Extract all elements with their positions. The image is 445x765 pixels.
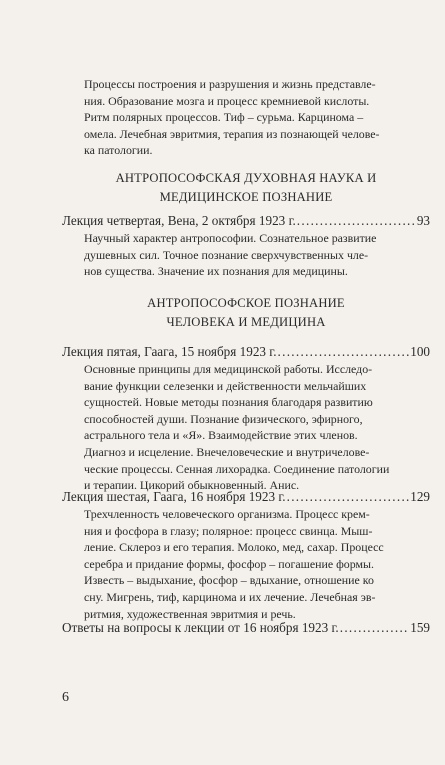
lecture-description	[62, 506, 430, 622]
desc-line: нов существа. Значение их познания для медицины.	[84, 264, 348, 279]
desc-line: способностей души. Познание физического, эфирного,	[84, 411, 363, 426]
desc-line: ка патологии.	[84, 143, 153, 158]
toc-page-number: 100	[410, 344, 430, 359]
toc-page-number: 159	[410, 620, 430, 635]
toc-entry-line	[62, 619, 430, 637]
desc-line: сущностей. Новые методы познания благодаря развитию	[84, 395, 373, 410]
desc-line: Научный характер антропософии. Сознательное развитие	[84, 231, 377, 245]
toc-entry-line	[62, 488, 430, 506]
desc-line: ление. Склероз и его терапия. Молоко, мед, сахар. Процесс	[84, 540, 384, 555]
toc-entry-lecture-6	[62, 488, 430, 622]
intro-description	[62, 76, 445, 159]
section-heading-line: АНТРОПОСОФСКАЯ ДУХОВНАЯ НАУКА И	[115, 171, 377, 185]
desc-line: Трехчленность человеческого организма. Процесс крем-	[84, 507, 370, 521]
toc-page-number: 93	[416, 213, 430, 228]
desc-line: астрального тела и «Я». Взаимодействие этих членов.	[84, 428, 358, 443]
dot-leader	[287, 488, 410, 506]
desc-line: омела. Лечебная эвритмия, терапия из познающей челове-	[84, 126, 380, 141]
desc-line: вание функции селезенки и действенности мельчайших	[84, 378, 367, 393]
desc-line: сну. Мигрень, тиф, карцинома и их лечение. Лечебная эв-	[84, 589, 376, 604]
section-heading-1	[62, 169, 430, 207]
desc-line: Известь – выдыхание, фосфор – вдыхание, отношение ко	[84, 573, 374, 588]
page-number: 6	[62, 690, 69, 705]
lecture-description	[62, 230, 430, 280]
section-heading-line: АНТРОПОСОФСКОЕ ПОЗНАНИЕ	[147, 296, 345, 310]
desc-line: душевных сил. Точное познание сверхчувственных чле-	[84, 247, 369, 262]
section-heading-2	[62, 294, 430, 332]
desc-line: ния. Образование мозга и процесс кремниевой кислоты.	[84, 93, 370, 108]
toc-entry-answers	[62, 619, 430, 637]
desc-line: серебра и придание формы, фосфор – погашение формы.	[84, 556, 374, 571]
toc-entry-title: Ответы на вопросы к лекции от 16 ноября 1923 г.	[62, 620, 339, 635]
desc-line: ритмия, художественная эвритмия и речь.	[84, 606, 296, 621]
desc-line: и терапии. Цикорий обыкновенный. Анис.	[84, 478, 300, 493]
toc-entry-title: Лекция шестая, Гаага, 16 ноября 1923 г.	[62, 489, 286, 504]
toc-page-number: 129	[410, 489, 430, 504]
toc-entry-lecture-4	[62, 212, 430, 280]
toc-entry-line	[62, 212, 430, 230]
desc-line: Основные принципы для медицинской работы. Исследо-	[84, 362, 373, 376]
desc-line: Процессы построения и разрушения и жизнь представле-	[84, 77, 376, 91]
section-heading-line: ЧЕЛОВЕКА И МЕДИЦИНА	[166, 315, 326, 329]
dot-leader	[278, 343, 410, 361]
desc-line: ния и фосфора в глазу; полярное: процесс свинца. Мыш-	[84, 523, 373, 538]
desc-line: Ритм полярных процессов. Тиф – сурьма. Карцинома –	[84, 110, 364, 125]
toc-entry-title: Лекция четвертая, Вена, 2 октября 1923 г.	[62, 213, 296, 228]
lecture-description	[62, 361, 430, 494]
dot-leader	[340, 619, 409, 637]
toc-entry-lecture-5	[62, 343, 430, 494]
dot-leader	[297, 212, 416, 230]
section-heading-line: МЕДИЦИНСКОЕ ПОЗНАНИЕ	[159, 190, 333, 204]
toc-entry-line	[62, 343, 430, 361]
desc-line: Диагноз и исцеление. Внечеловеческие и внутричелове-	[84, 444, 370, 459]
toc-entry-title: Лекция пятая, Гаага, 15 ноября 1923 г.	[62, 344, 277, 359]
desc-line: ческие процессы. Сенная лихорадка. Соединение патологии	[84, 461, 390, 476]
